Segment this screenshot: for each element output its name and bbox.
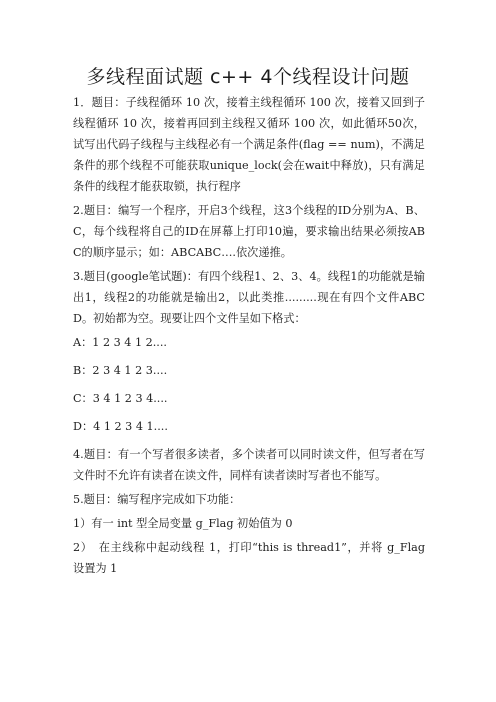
file-format-a: A：1 2 3 4 1 2.... [73, 336, 167, 349]
file-format-b: B：2 3 4 1 2 3.... [73, 364, 168, 377]
document-title: 多线程面试题 c++ 4个线程设计问题 [86, 66, 410, 88]
question-2: 2.题目：编写一个程序，开启3个线程，这3个线程的ID分别为A、B、C，每个线程将自己的ID在屏幕上打印10遍，要求输出结果必须按ABC的顺序显示；如：ABCABC….依次递推。 [73, 204, 425, 259]
question-5-item-2: 2） 在主线称中起动线程 1，打印“this is thread1”，并将 g_Flag 设置为 1 [73, 541, 425, 575]
question-3: 3.题目(google笔试题)：有四个线程1、2、3、4。线程1的功能就是输出1，线程2的功能就是输出2，以此类推.........现在有四个文件ABCD。初始都为空。现要让四个文件呈如下格式： [73, 270, 425, 325]
question-4: 4.题目：有一个写者很多读者，多个读者可以同时读文件，但写者在写文件时不允许有读者在读文件，同样有读者读时写者也不能写。 [73, 448, 425, 482]
question-1: 1．题目：子线程循环 10 次，接着主线程循环 100 次，接着又回到子线程循环 10 次，接着再回到主线程又循环 100 次，如此循环50次，试写出代码子线程与主线程必有一个满足条件(flag == num)，不满足条件的那个线程不可能获取unique_lock(会在wait中释放)，只有满足条件的线程才能获取锁，执行程序 [73, 96, 425, 193]
file-format-c: C：3 4 1 2 3 4.... [73, 392, 168, 405]
document-body [73, 92, 425, 582]
file-format-d: D：4 1 2 3 4 1.... [73, 420, 168, 433]
question-5-item-1: 1）有一 int 型全局变量 g_Flag 初始值为 0 [73, 517, 293, 530]
question-5: 5.题目：编写程序完成如下功能： [73, 493, 241, 506]
